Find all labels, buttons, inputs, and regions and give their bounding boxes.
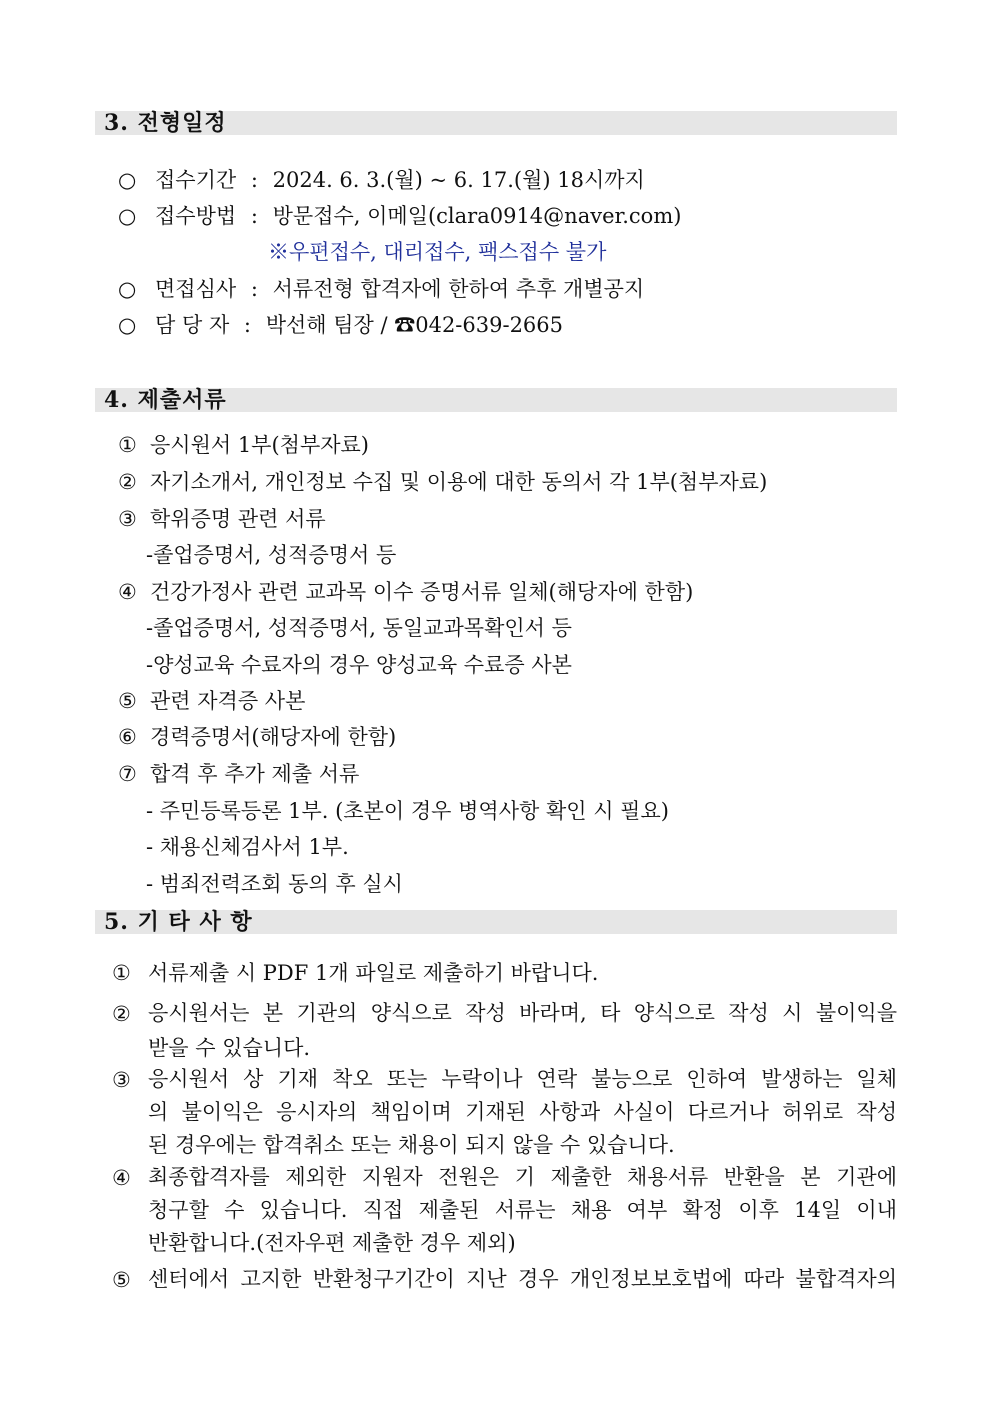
item-number: ⑦: [118, 762, 137, 786]
row-sep: :: [250, 168, 258, 192]
section-4-title: 4. 제출서류: [104, 387, 227, 413]
document-item: [118, 577, 693, 607]
document-subitem: - 범죄전력조회 동의 후 실시: [146, 872, 403, 896]
note-text: 반환합니다.(전자우편 제출한 경우 제외): [148, 1231, 516, 1255]
note-text: 된 경우에는 합격취소 또는 채용이 되지 않을 수 있습니다.: [148, 1133, 675, 1157]
document-item: [118, 722, 396, 752]
note-number: ⑤: [112, 1268, 131, 1292]
note-text: 응시원서는 본 기관의 양식으로 작성 바라며, 타 양식으로 작성 시 불이익을: [148, 1001, 897, 1025]
item-number: ⑥: [118, 725, 137, 749]
note-number: ②: [112, 1002, 131, 1026]
item-number: ④: [118, 580, 137, 604]
item-text: 합격 후 추가 제출 서류: [150, 762, 360, 786]
row-label: 면접심사: [155, 277, 237, 301]
note-text: 최종합격자를 제외한 지원자 전원은 기 제출한 채용서류 반환을 본 기관에: [148, 1165, 897, 1189]
document-subitem: - 채용신체검사서 1부.: [146, 835, 349, 859]
document-item: [118, 686, 305, 716]
item-text: 경력증명서(해당자에 한함): [150, 725, 397, 749]
document-subitem: -졸업증명서, 성적증명서 등: [146, 543, 397, 567]
item-number: ②: [118, 470, 137, 494]
row-label: 담 당 자: [155, 313, 230, 337]
bullet: ○: [118, 168, 137, 192]
bullet: ○: [118, 313, 137, 337]
document-item: [118, 467, 767, 497]
item-text: 응시원서 1부(첨부자료): [150, 433, 369, 457]
row-value: 방문접수, 이메일(clara0914@naver.com): [272, 204, 682, 228]
bullet: ○: [118, 204, 137, 228]
document-subitem: -양성교육 수료자의 경우 양성교육 수료증 사본: [146, 653, 572, 677]
document-subitem: - 주민등록등론 1부. (초본이 경우 병역사항 확인 시 필요): [146, 799, 669, 823]
section-5-title: 5. 기 타 사 항: [104, 909, 253, 935]
row-sep: :: [250, 277, 258, 301]
row-value: 2024. 6. 3.(월) ~ 6. 17.(월) 18시까지: [272, 168, 645, 192]
note-text: 응시원서 상 기재 착오 또는 누락이나 연락 불능으로 인하여 발생하는 일체: [148, 1067, 897, 1091]
note-text: 센터에서 고지한 반환청구기간이 지난 경우 개인정보보호법에 따라 불합격자의: [148, 1267, 897, 1291]
schedule-note: ※우편접수, 대리접수, 팩스접수 불가: [268, 240, 607, 264]
schedule-row-contact: [118, 310, 563, 340]
document-item: [118, 430, 369, 460]
row-value: 박선해 팀장 / ☎042-639-2665: [265, 313, 564, 337]
note-text: 청구할 수 있습니다. 직접 제출된 서류는 채용 여부 확정 이후 14일 이내: [148, 1198, 897, 1222]
document-item: [118, 504, 326, 534]
row-sep: :: [243, 313, 251, 337]
note-number: ③: [112, 1068, 131, 1092]
item-text: 관련 자격증 사본: [150, 689, 306, 713]
row-label: 접수방법: [155, 204, 237, 228]
item-number: ③: [118, 507, 137, 531]
note-number: ①: [112, 961, 131, 985]
section-3-title: 3. 전형일정: [104, 110, 227, 136]
row-label: 접수기간: [155, 168, 237, 192]
document-subitem: -졸업증명서, 성적증명서, 동일교과목확인서 등: [146, 616, 572, 640]
item-text: 학위증명 관련 서류: [150, 507, 326, 531]
schedule-row-interview: [118, 274, 644, 304]
item-text: 건강가정사 관련 교과목 이수 증명서류 일체(해당자에 한함): [150, 580, 694, 604]
note-text: 의 불이익은 응시자의 책임이며 기재된 사항과 사실이 다르거나 허위로 작성: [148, 1100, 897, 1124]
item-number: ①: [118, 433, 137, 457]
bullet: ○: [118, 277, 137, 301]
item-number: ⑤: [118, 689, 137, 713]
schedule-row-period: [118, 165, 645, 195]
row-value: 서류전형 합격자에 한하여 추후 개별공지: [272, 277, 645, 301]
document-item: [118, 759, 359, 789]
note-text: 서류제출 시 PDF 1개 파일로 제출하기 바랍니다.: [148, 961, 599, 985]
note-text: 받을 수 있습니다.: [148, 1036, 311, 1060]
item-text: 자기소개서, 개인정보 수집 및 이용에 대한 동의서 각 1부(첨부자료): [150, 470, 768, 494]
row-sep: :: [250, 204, 258, 228]
schedule-row-method: [118, 201, 681, 231]
note-number: ④: [112, 1166, 131, 1190]
